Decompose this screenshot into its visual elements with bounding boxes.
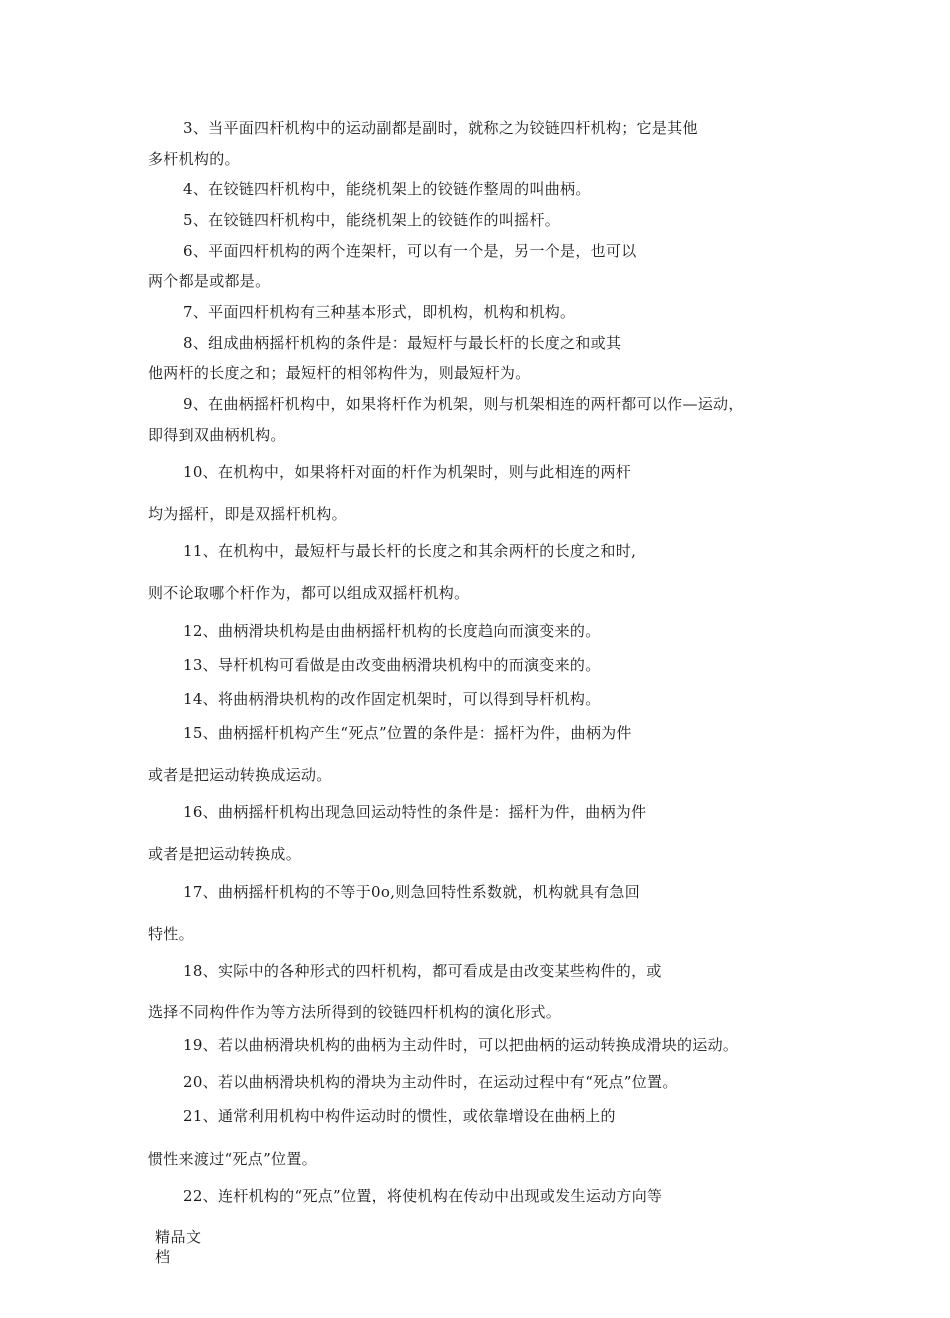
text-line: 即得到双曲柄机构。 xyxy=(148,426,286,444)
text-line: 或者是把运动转换成。 xyxy=(148,845,302,863)
text-line: 4、在铰链四杆机构中，能绕机架上的铰链作整周的叫曲柄。 xyxy=(183,180,591,198)
text-line: 惯性来渡过“死点”位置。 xyxy=(148,1150,317,1168)
text-line: 他两杆的长度之和；最短杆的相邻构件为，则最短杆为。 xyxy=(148,364,531,382)
text-line: 19、若以曲柄滑块机构的曲柄为主动件时，可以把曲柄的运动转换成滑块的运动。 xyxy=(183,1036,739,1054)
text-line: 3、当平面四杆机构中的运动副都是副时，就称之为铰链四杆机构；它是其他 xyxy=(183,119,698,137)
text-line: 则不论取哪个杆作为，都可以组成双摇杆机构。 xyxy=(148,584,470,602)
text-line: 17、曲柄摇杆机构的不等于0o,则急回特性系数就，机构就具有急回 xyxy=(183,883,641,901)
text-line: 10、在机构中，如果将杆对面的杆作为机架时，则与此相连的两杆 xyxy=(183,463,632,481)
text-line: 9、在曲柄摇杆机构中，如果将杆作为机架，则与机架相连的两杆都可以作—运动， xyxy=(183,395,744,413)
text-line: 20、若以曲柄滑块机构的滑块为主动件时，在运动过程中有“死点”位置。 xyxy=(183,1073,678,1091)
text-line: 两个都是或都是。 xyxy=(148,272,271,290)
text-line: 7、平面四杆机构有三种基本形式，即机构，机构和机构。 xyxy=(183,303,576,321)
text-line: 5、在铰链四杆机构中，能绕机架上的铰链作的叫摇杆。 xyxy=(183,211,561,229)
text-line: 14、将曲柄滑块机构的改作固定机架时，可以得到导杆机构。 xyxy=(183,690,601,708)
text-line: 特性。 xyxy=(148,925,194,943)
text-line: 18、实际中的各种形式的四杆机构，都可看成是由改变某些构件的，或 xyxy=(183,962,662,980)
text-line: 多杆机构的。 xyxy=(148,150,240,168)
text-line: 21、通常利用机构中构件运动时的惯性，或依靠增设在曲柄上的 xyxy=(183,1107,616,1125)
text-line: 或者是把运动转换成运动。 xyxy=(148,766,332,784)
text-line: 22、连杆机构的“死点”位置，将使机构在传动中出现或发生运动方向等 xyxy=(183,1187,663,1205)
text-line: 选择不同构件作为等方法所得到的铰链四杆机构的演化形式。 xyxy=(148,1003,562,1021)
text-line: 6、平面四杆机构的两个连架杆，可以有一个是，另一个是，也可以 xyxy=(183,242,637,260)
text-line: 12、曲柄滑块机构是由曲柄摇杆机构的长度趋向而演变来的。 xyxy=(183,622,601,640)
text-line: 均为摇杆，即是双摇杆机构。 xyxy=(148,505,347,523)
text-line: 16、曲柄摇杆机构出现急回运动特性的条件是：摇杆为件，曲柄为件 xyxy=(183,803,647,821)
text-line: 15、曲柄摇杆机构产生“死点”位置的条件是：摇杆为件，曲柄为件 xyxy=(183,724,632,742)
text-line: 11、在机构中，最短杆与最长杆的长度之和其余两杆的长度之和时, xyxy=(183,542,637,560)
footer-text: 精品文档 xyxy=(155,1228,202,1266)
text-line: 13、导杆机构可看做是由改变曲柄滑块机构中的而演变来的。 xyxy=(183,656,601,674)
text-line: 8、组成曲柄摇杆机构的条件是：最短杆与最长杆的长度之和或其 xyxy=(183,334,622,352)
